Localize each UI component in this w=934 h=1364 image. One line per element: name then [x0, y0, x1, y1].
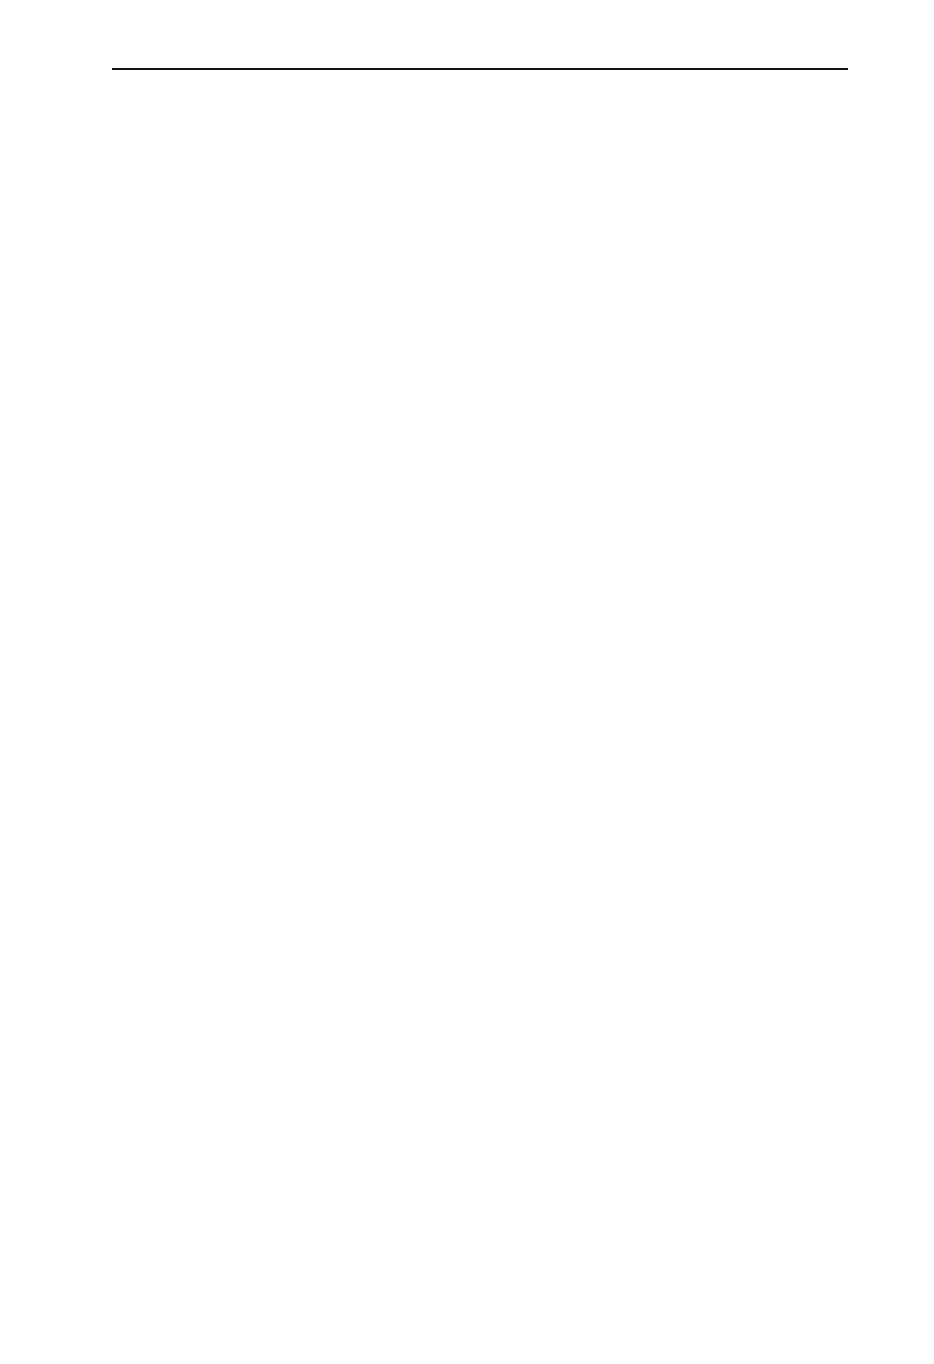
paragraph-16	[96, 942, 864, 986]
paragraph-7	[96, 456, 864, 500]
running-header	[96, 52, 864, 86]
paragraph-5	[96, 348, 864, 392]
paragraph-8	[96, 510, 864, 554]
paragraph-10	[96, 618, 864, 662]
paragraph-12	[96, 726, 864, 770]
paragraph-1	[96, 92, 864, 136]
paragraph-15	[96, 888, 864, 932]
surah-citation	[96, 308, 864, 348]
page-body	[96, 92, 864, 986]
paragraph-9	[96, 564, 864, 608]
quran-verse	[96, 254, 864, 298]
paragraph-2	[96, 146, 864, 190]
paragraph-3	[96, 200, 864, 244]
header-rule	[112, 68, 848, 70]
paragraph-11	[96, 672, 864, 716]
paragraph-13	[96, 780, 864, 824]
paragraph-14	[96, 834, 864, 878]
paragraph-6	[96, 402, 864, 446]
